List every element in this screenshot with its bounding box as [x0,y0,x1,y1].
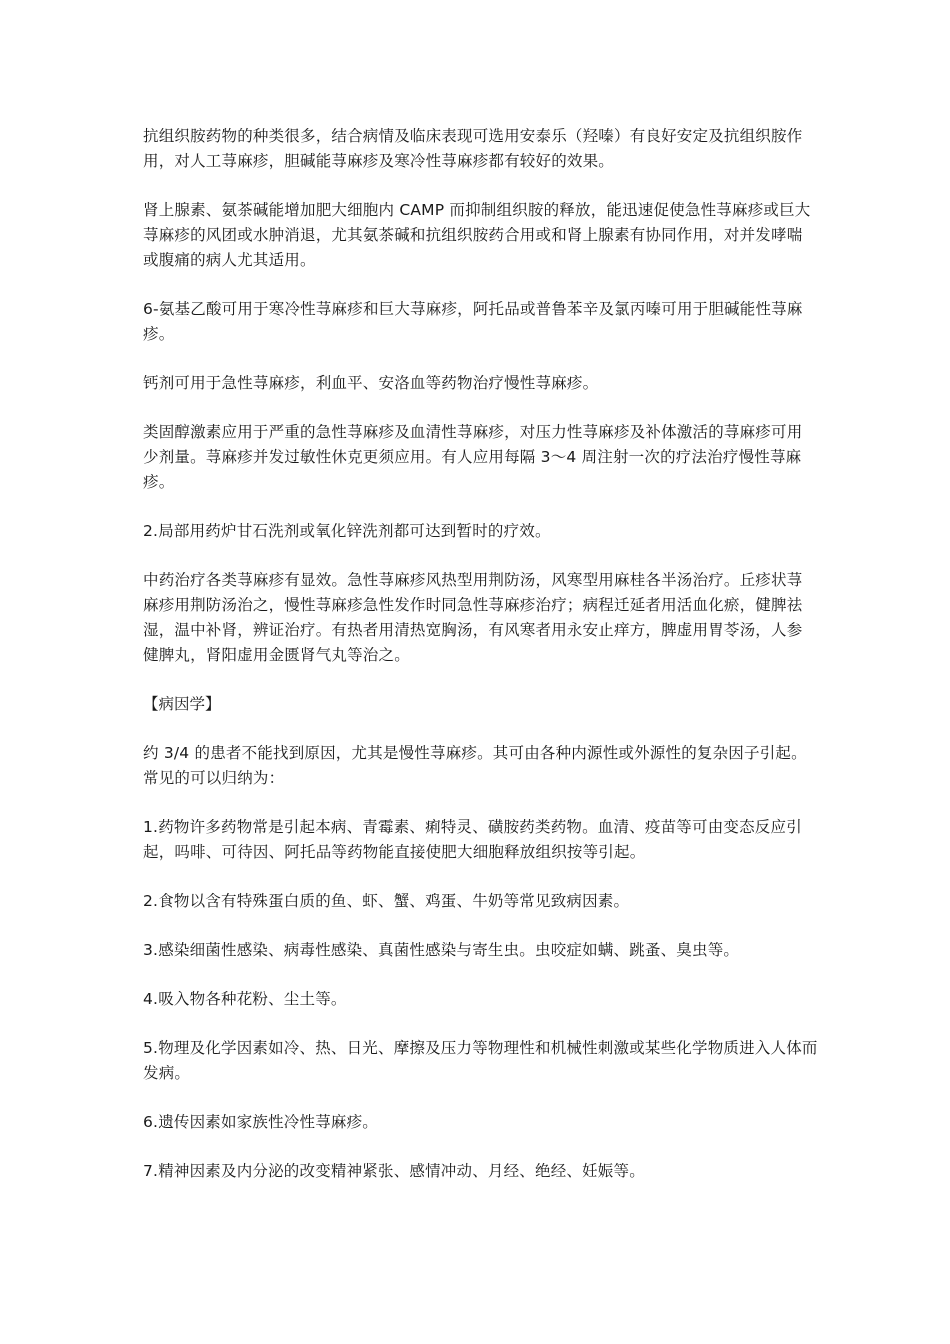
section-heading-etiology: 【病因学】 [143,695,221,713]
paragraph-etiology-intro: 约 3/4 的患者不能找到原因，尤其是慢性荨麻疹。其可由各种内源性或外源性的复杂因子引起。常见的可以归纳为： [143,744,807,787]
paragraph-epinephrine: 肾上腺素、氨茶碱能增加肥大细胞内 CAMP 而抑制组织胺的释放，能迅速促使急性荨麻疹或巨大荨麻疹的风团或水肿消退，尤其氨茶碱和抗组织胺药合用或和肾上腺素有协同作用，对并发哮喘或腹痛的病人尤其适用。 [143,201,811,269]
list-item-genetic: 6.遗传因素如家族性冷性荨麻疹。 [143,1113,378,1131]
paragraph-steroids: 类固醇激素应用于严重的急性荨麻疹及血清性荨麻疹，对压力性荨麻疹及补体激活的荨麻疹可用少剂量。荨麻疹并发过敏性休克更须应用。有人应用每隔 3～4 周注射一次的疗法治疗慢性荨麻疹。 [143,423,803,491]
list-item-mental-endocrine: 7.精神因素及内分泌的改变精神紧张、感情冲动、月经、绝经、妊娠等。 [143,1162,645,1180]
list-item-drugs: 1.药物许多药物常是引起本病、青霉素、痢特灵、磺胺药类药物。血清、疫苗等可由变态反应引起，吗啡、可待因、阿托品等药物能直接使肥大细胞释放组织按等引起。 [143,818,802,861]
paragraph-tcm: 中药治疗各类荨麻疹有显效。急性荨麻疹风热型用荆防汤，风寒型用麻桂各半汤治疗。丘疹状荨麻疹用荆防汤治之，慢性荨麻疹急性发作时同急性荨麻疹治疗；病程迁延者用活血化瘀，健脾祛湿，温中补肾，辨证治疗。有热者用清热宽胸汤，有风寒者用永安止痒方，脾虚用胃苓汤，人参健脾丸，肾阳虚用金匮肾气丸等治之。 [143,571,803,664]
list-item-infection: 3.感染细菌性感染、病毒性感染、真菌性感染与寄生虫。虫咬症如螨、跳蚤、臭虫等。 [143,941,740,959]
list-item-inhalants: 4.吸入物各种花粉、尘土等。 [143,990,347,1008]
list-item-physical-chemical: 5.物理及化学因素如冷、热、日光、摩擦及压力等物理性和机械性刺激或某些化学物质进入人体而发病。 [143,1039,818,1082]
paragraph-calcium: 钙剂可用于急性荨麻疹，利血平、安洛血等药物治疗慢性荨麻疹。 [143,374,599,392]
list-item-food: 2.食物以含有特殊蛋白质的鱼、虾、蟹、鸡蛋、牛奶等常见致病因素。 [143,892,630,910]
paragraph-antihistamine: 抗组织胺药物的种类很多，结合病情及临床表现可选用安泰乐（羟嗪）有良好安定及抗组织胺作用，对人工荨麻疹，胆碱能荨麻疹及寒冷性荨麻疹都有较好的效果。 [143,127,803,170]
paragraph-topical: 2.局部用药炉甘石洗剂或氧化锌洗剂都可达到暂时的疗效。 [143,522,551,540]
document-body [143,124,818,1208]
paragraph-aminocaproic-acid: 6-氨基乙酸可用于寒冷性荨麻疹和巨大荨麻疹，阿托品或普鲁苯辛及氯丙嗪可用于胆碱能性荨麻疹。 [143,300,803,343]
